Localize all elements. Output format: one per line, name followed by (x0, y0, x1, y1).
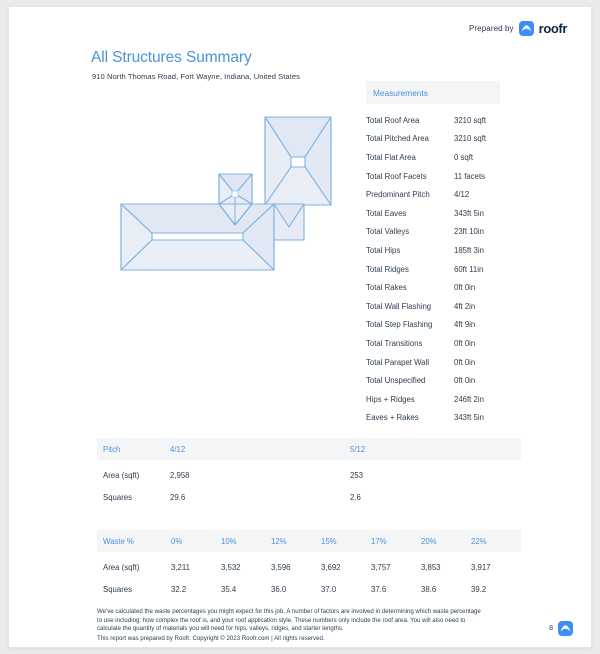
measurement-row (366, 316, 500, 335)
table-row (97, 556, 521, 578)
table-row (97, 578, 521, 600)
measurement-label: Predominant Pitch (366, 190, 430, 200)
waste-disclaimer: We've calculated the waste percentages you might expect for this job. A number of factors are involved in determining which waste percentage to use including: how complex the roof is, and your roof application style. These numbers only include the roof area. You will also need to calculate the quantity of materials you will need for hips, valleys, ridges, and starter lengths. (97, 608, 481, 633)
measurement-label: Total Ridges (366, 264, 409, 274)
prepared-by-block (469, 21, 567, 36)
measurement-row (366, 185, 500, 204)
row-value: 35.4 (221, 584, 237, 594)
measurement-row (366, 111, 500, 130)
measurement-label: Eaves + Rakes (366, 413, 419, 423)
measurement-label: Total Wall Flashing (366, 301, 432, 311)
row-value: 37.0 (321, 584, 337, 594)
measurement-value: 343ft 5in (454, 413, 484, 423)
measurement-value: 0ft 0in (454, 338, 476, 348)
page-title: All Structures Summary (91, 49, 252, 66)
measurement-value: 23ft 10in (454, 227, 484, 237)
measurement-label: Total Parapet Wall (366, 357, 429, 367)
waste-table-header-cell: 22% (471, 536, 487, 546)
row-value: 3,853 (421, 562, 441, 572)
measurement-value: 0ft 0in (454, 283, 476, 293)
measurement-value: 246ft 2in (454, 394, 484, 404)
roofr-roof-icon (519, 21, 534, 36)
measurement-label: Total Pitched Area (366, 134, 429, 144)
measurements-header (366, 81, 500, 104)
measurement-value: 11 facets (454, 171, 486, 181)
row-value: 3,532 (221, 562, 241, 572)
row-label: Squares (103, 584, 133, 594)
measurement-row (366, 260, 500, 279)
row-label: Area (sqft) (103, 470, 140, 480)
measurement-row (366, 353, 500, 372)
measurement-value: 3210 sqft (454, 115, 487, 125)
row-value: 3,596 (271, 562, 291, 572)
waste-table-header-row (97, 530, 521, 552)
measurement-value: 0ft 0in (454, 357, 476, 367)
waste-table-header-cell: 10% (221, 536, 237, 546)
measurement-value: 4ft 9in (454, 320, 476, 330)
measurement-label: Total Step Flashing (366, 320, 433, 330)
property-address: 910 North Thomas Road, Fort Wayne, Indiana, United States (92, 72, 300, 81)
measurement-label: Total Valleys (366, 227, 410, 237)
measurement-row (366, 371, 500, 390)
page-number: 8 (549, 625, 553, 632)
measurement-label: Total Roof Facets (366, 171, 427, 181)
measurements-panel (366, 81, 500, 427)
measurement-value: 185ft 3in (454, 245, 484, 255)
measurement-row (366, 167, 500, 186)
row-value: 3,917 (471, 562, 491, 572)
measurement-label: Total Hips (366, 245, 401, 255)
measurement-label: Total Eaves (366, 208, 407, 218)
table-row (97, 486, 521, 508)
measurement-value: 3210 sqft (454, 134, 487, 144)
row-value: 2,958 (170, 470, 190, 480)
waste-table-header-cell: 17% (371, 536, 387, 546)
pitch-table-header-cell: 5/12 (350, 444, 366, 454)
waste-table-header-cell: 20% (421, 536, 437, 546)
measurement-row (366, 409, 500, 428)
page-marker (549, 621, 573, 636)
measurements-heading: Measurements (373, 87, 428, 98)
measurement-label: Total Transitions (366, 338, 423, 348)
row-value: 38.6 (421, 584, 437, 594)
measurement-label: Total Rakes (366, 283, 407, 293)
measurement-row (366, 334, 500, 353)
table-row (97, 464, 521, 486)
row-label: Squares (103, 492, 133, 502)
measurement-row (366, 148, 500, 167)
measurement-label: Total Unspecified (366, 376, 426, 386)
waste-table-header-cell: Waste % (103, 536, 134, 546)
measurement-value: 0ft 0in (454, 376, 476, 386)
measurement-row (366, 241, 500, 260)
row-value: 3,692 (321, 562, 341, 572)
pitch-table-body (97, 460, 521, 508)
waste-table-body (97, 552, 521, 600)
measurement-row (366, 390, 500, 409)
pitch-table-header-cell: Pitch (103, 444, 121, 454)
measurement-value: 0 sqft (454, 152, 474, 162)
row-value: 3,757 (371, 562, 391, 572)
row-value: 253 (350, 470, 364, 480)
waste-table (97, 530, 521, 600)
measurement-label: Hips + Ridges (366, 394, 415, 404)
roofr-wordmark: roofr (538, 21, 567, 36)
measurement-value: 4/12 (454, 190, 470, 200)
waste-table-header-cell: 12% (271, 536, 287, 546)
footer-text (97, 608, 487, 643)
measurement-row (366, 204, 500, 223)
row-value: 2.6 (350, 492, 361, 502)
row-value: 36.0 (271, 584, 287, 594)
pitch-table-header-row (97, 438, 521, 460)
measurement-value: 60ft 11in (454, 264, 484, 274)
measurement-row (366, 130, 500, 149)
measurement-label: Total Roof Area (366, 115, 420, 125)
pitch-table-header-cell: 4/12 (170, 444, 186, 454)
measurements-list (366, 111, 500, 427)
row-value: 37.6 (371, 584, 387, 594)
measurement-value: 343ft 5in (454, 208, 484, 218)
row-value: 3,211 (171, 562, 190, 572)
waste-table-header-cell: 0% (171, 536, 183, 546)
measurement-row (366, 223, 500, 242)
prepared-by-label: Prepared by (468, 24, 514, 33)
waste-table-header-cell: 15% (321, 536, 337, 546)
measurement-label: Total Flat Area (366, 152, 416, 162)
row-value: 39.2 (471, 584, 487, 594)
measurement-row (366, 278, 500, 297)
copyright-notice: This report was prepared by Roofr. Copyright © 2023 Roofr.com | All rights reserved. (97, 634, 325, 642)
roofr-roof-icon (558, 621, 573, 636)
roof-structures-diagram (109, 107, 349, 307)
measurement-row (366, 297, 500, 316)
report-page (8, 6, 592, 648)
pitch-table (97, 438, 521, 508)
row-label: Area (sqft) (103, 562, 140, 572)
row-value: 29.6 (170, 492, 186, 502)
measurement-value: 4ft 2in (454, 301, 476, 311)
row-value: 32.2 (171, 584, 187, 594)
